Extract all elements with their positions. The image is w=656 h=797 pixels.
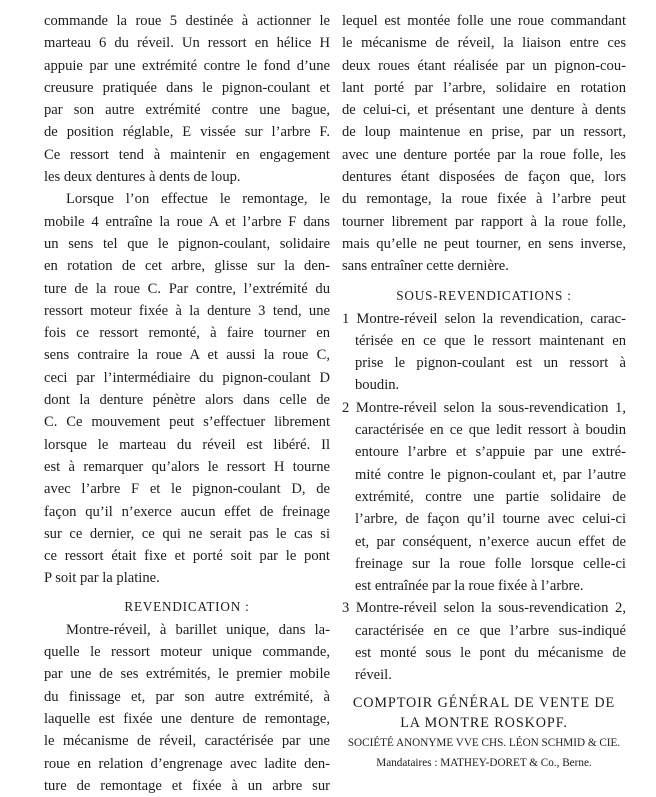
text-line: mobile 4 entraîne la roue A et l’arbre F dans: [44, 213, 330, 230]
text-line: est entraînée par la roue fixée à l’arbre.: [355, 578, 584, 595]
text-line: quelle le ressort moteur unique commande,: [44, 644, 330, 661]
sub-claim-2: [342, 397, 626, 598]
text-line: appuie par une extrémité contre le fond d’une: [44, 57, 330, 74]
left-column: [44, 10, 330, 797]
text-line: avec une denture portée par la roue folle, les: [342, 146, 626, 163]
text-line: 1 Montre-réveil selon la revendication, carac-: [342, 310, 626, 327]
sub-claim-3: [342, 597, 626, 686]
text-line: dont la denture pénètre alors dans celle de: [44, 392, 330, 409]
text-line: roue en relation d’engrenage avec ladite den-: [44, 755, 330, 772]
right-column: [342, 10, 626, 773]
agents-line: Mandataires : MATHEY-DORET & Co., Berne.: [376, 756, 592, 769]
text-line: commande la roue 5 destinée à actionner le: [44, 13, 330, 29]
text-line: 2 Montre-réveil selon la sous-revendication 1,: [342, 399, 626, 416]
text-line: est à remarquer qu’alors le ressort H tourne: [44, 458, 330, 475]
text-line: en rotation de cet arbre, glisse sur la den-: [44, 258, 330, 275]
text-line: ressort moteur fixée à la denture 3 tend, une: [44, 302, 330, 319]
text-line: façon qu’il n’exerce aucun effet de freinage: [44, 503, 330, 520]
text-line: caractérisée en ce que l’arbre sus-indiqué: [355, 622, 626, 639]
text-line: mais qu’elle ne peut tourner, en sens inverse,: [342, 235, 626, 252]
text-line: lequel est montée folle une roue commandant: [342, 13, 626, 29]
company-name-line-2: LA MONTRE ROSKOPF.: [400, 714, 568, 731]
text-line: les deux dentures à dents de loup.: [44, 169, 241, 186]
claim-heading: REVENDICATION :: [124, 598, 250, 614]
text-line: tourner librement par rapport à la roue folle,: [342, 213, 626, 230]
text-line: Lorsque l’on effectue le remontage, le: [66, 191, 330, 208]
sub-claims-heading: SOUS-REVENDICATIONS :: [396, 287, 572, 303]
text-line: le mécanisme de réveil, caractérisée par une: [44, 733, 330, 750]
text-line: creusure pratiquée dans le pignon-coulant et: [44, 79, 330, 96]
text-line: entoure l’arbre et s’appuie par une extré-: [355, 444, 626, 461]
text-line: sens contraire la roue A et aussi la roue C,: [44, 347, 330, 364]
text-line: et, par conséquent, n’exerce aucun effet de: [355, 533, 626, 550]
text-line: de loup maintenue en prise, par un ressort,: [342, 124, 626, 141]
text-line: dentures étant disposées de façon que, lors: [342, 169, 626, 186]
left-paragraph-1: [44, 10, 330, 188]
text-line: par une de ses extrémités, le premier mobile: [44, 666, 330, 683]
text-line: Montre-réveil, à barillet unique, dans la-: [66, 621, 330, 638]
text-line: sans entraîner cette dernière.: [342, 258, 509, 275]
text-line: marteau 6 du réveil. Un ressort en hélice H: [44, 35, 330, 52]
text-line: laquelle est fixée une denture de remontage,: [44, 710, 330, 727]
text-line: lant porté par l’arbre, solidaire en rotation: [342, 79, 626, 96]
sub-claim-1: [342, 308, 626, 397]
text-line: deux roues étant réalisée par un pignon-cou-: [342, 57, 626, 74]
text-line: mité contre le pignon-coulant et, par l’autre: [355, 466, 626, 483]
text-line: Ce ressort tend à maintenir en engagement: [44, 146, 330, 163]
text-line: du remontage, la roue fixée à l’arbre peut: [342, 191, 626, 208]
text-line: C. Ce mouvement peut s’effectuer librement: [44, 414, 330, 431]
left-paragraph-3: [44, 619, 330, 797]
society-name: SOCIÉTÉ ANONYME VVE CHS. LÉON SCHMID & CIE.: [347, 736, 621, 749]
text-line: térisée en ce que le ressort maintenant en: [355, 332, 626, 349]
text-line: avec l’arbre F et le pignon-coulant D, de: [44, 481, 330, 498]
text-line: est monté sous le pont du mécanisme de: [355, 645, 626, 662]
left-paragraph-2: [44, 188, 330, 589]
text-line: le mécanisme de réveil, la liaison entre ces: [342, 35, 626, 52]
text-line: P soit par la platine.: [44, 570, 160, 587]
text-line: ce ressort était fixe et porté soit par le pont: [44, 548, 330, 565]
text-line: réveil.: [355, 667, 392, 684]
text-line: boudin.: [355, 377, 400, 394]
text-line: un sens tel que le pignon-coulant, solidaire: [44, 235, 330, 252]
text-line: freinage sur la roue folle lorsque celle-ci: [355, 555, 626, 572]
text-line: prise le pignon-coulant est un ressort à: [355, 355, 626, 372]
text-line: de position réglable, E vissée sur l’arbre F.: [44, 124, 330, 141]
text-line: extrémité, contre une partie solidaire de: [355, 488, 626, 505]
text-line: ceci par l’intermédiaire du pignon-coulant D: [44, 369, 330, 386]
text-line: de celui-ci, et présentant une denture à dents: [342, 102, 626, 119]
text-line: par son autre extrémité contre une bague,: [44, 102, 330, 119]
text-line: ture de remontage et fixée à un arbre sur: [44, 777, 330, 794]
text-line: fois ce ressort remonté, à faire tourner en: [44, 325, 330, 342]
text-line: ture de la roue C. Par contre, l’extrémité du: [44, 280, 330, 297]
text-line: l’arbre, de façon qu’il tourne avec celui-ci: [355, 511, 626, 528]
text-line: lorsque le marteau du réveil est libéré. Il: [44, 436, 330, 453]
text-line: caractérisée en ce que ledit ressort à boudin: [355, 422, 626, 439]
text-line: sur ce dernier, ce qui ne serait pas le cas si: [44, 525, 330, 542]
text-line: du finissage et, par son autre extrémité, à: [44, 688, 330, 705]
right-paragraph-1: [342, 10, 626, 278]
company-name-line-1: COMPTOIR GÉNÉRAL DE VENTE DE: [352, 694, 616, 711]
text-line: 3 Montre-réveil selon la sous-revendication 2,: [342, 600, 626, 617]
